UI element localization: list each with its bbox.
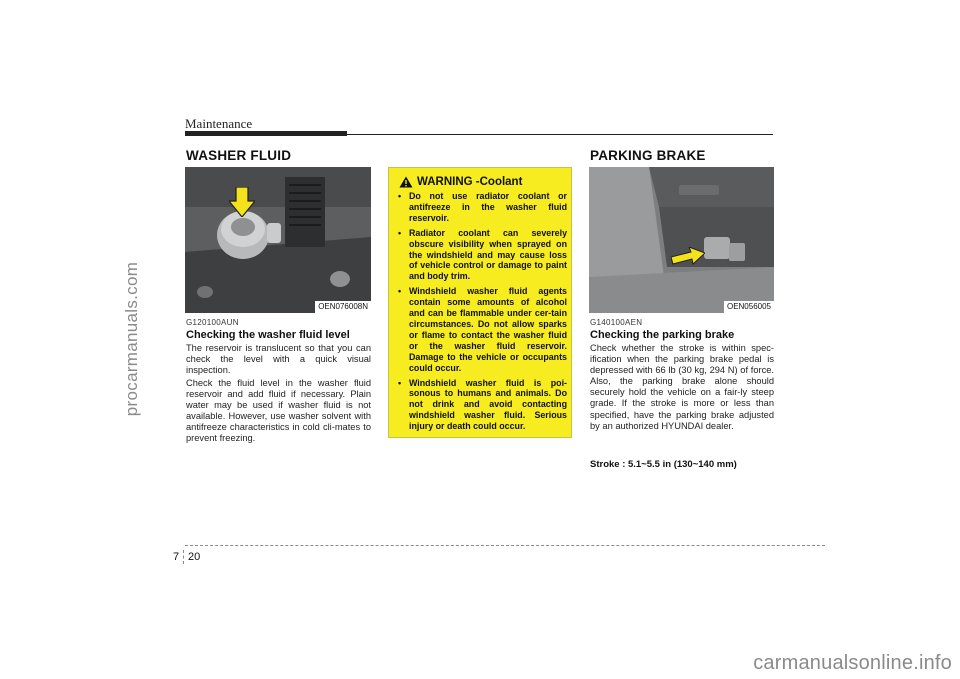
washer-reservoir-illustration [185,167,371,313]
chapter-number: 7 [173,551,180,563]
warning-label: WARNING - [417,176,480,188]
washer-reservoir-photo [185,167,371,313]
warning-item: • Radiator coolant can severely obscure visibility when sprayed on the windshield and may cause loss of vehicle control or damage to paint and body trim. [398,227,567,282]
section-header: Maintenance [185,116,253,131]
parking-paragraph: Check whether the stroke is within spec-ification when the parking brake pedal is depressed with 66 lb (30 kg, 294 N) of force. Also, the parking brake alone should securely hold the vehicle on a fair-ly steep grade. If the stroke is more or less than specified, have the parking brake adjusted by an authorized HYUNDAI dealer. [590,343,774,431]
coolant-warning-box [388,167,572,438]
warning-item: • Do not use radiator coolant or antifreeze in the washer fluid reservoir. [398,191,567,223]
washer-subtitle: Checking the washer fluid level [186,329,350,341]
stroke-spec: Stroke : 5.1~5.5 in (130~140 mm) [590,459,737,470]
washer-paragraph-1: The reservoir is translucent so that you can check the level with a quick visual inspection. [186,343,371,376]
arrow-icon [229,187,255,217]
washer-code: G120100AUN [186,318,239,327]
arrow-icon [671,247,705,265]
warning-heading [399,176,522,188]
page-number-divider [183,550,184,564]
warning-topic: Coolant [479,176,523,188]
page-number: 20 [188,551,201,563]
warning-item: • Windshield washer fluid agents contain some amounts of alcohol and can be flammable under cer-tain circumstances. Do not allow sparks or flame to contact the washer fluid or the washer fluid reservoir. Damage to the vehicle or occupants could occur. [398,286,567,373]
parking-brake-illustration [589,167,774,313]
washer-section-title: WASHER FLUID [186,148,292,163]
header-rule-accent [185,131,347,136]
warning-list [397,191,567,436]
footer-rule [185,545,825,546]
warning-triangle-icon [399,176,413,188]
warning-item: • Windshield washer fluid is poi-sonous to humans and animals. Do not drink and avoid contacting windshield washer fluid. Serious injury or death could occur. [398,377,567,432]
parking-code: G140100AEN [590,318,643,327]
bottom-watermark: carmanualsonline.info [753,652,952,674]
parking-section-title: PARKING BRAKE [590,148,706,163]
parking-subtitle: Checking the parking brake [590,329,735,341]
washer-photo-caption: OEN076008N [315,301,371,313]
side-watermark-text: procarmanuals.com [122,261,141,417]
parking-photo-caption: OEN056005 [724,301,774,313]
parking-brake-photo [589,167,774,313]
washer-paragraph-2: Check the fluid level in the washer fluid reservoir and add fluid if necessary. Plain water may be used if washer fluid is not available. However, use washer solvent with antifreeze characteristics in cold cli-mates to prevent freezing. [186,378,371,444]
